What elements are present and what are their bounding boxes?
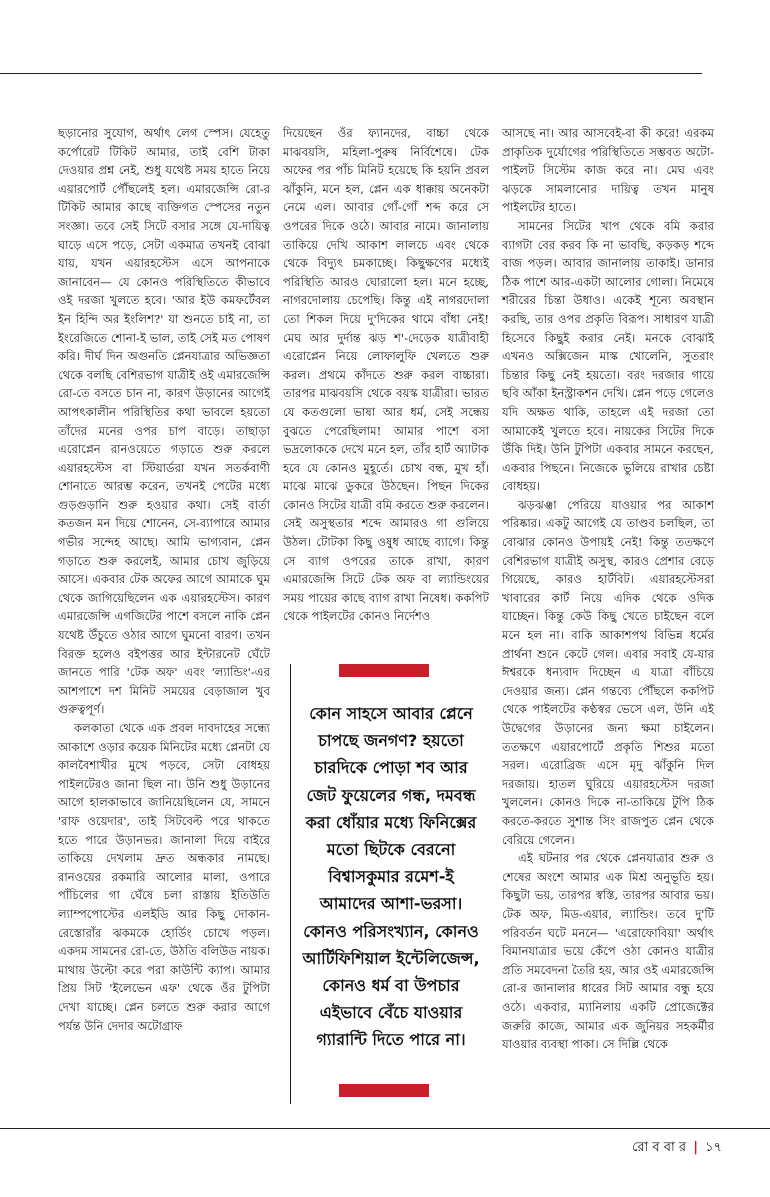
pull-quote-bottom-bar: [339, 1084, 429, 1097]
article-column-3: [502, 124, 714, 1054]
article-column-2: [283, 124, 489, 626]
article-paragraph: এই ঘটনার পর থেকে প্লেনযাত্রার শুরু ও শেষের অংশে আমার এক মিশ্র অনুভূতি হয়। কিছুটা ভয়, তারপর স্বস্তি, তারপর আবার ভয়। টেক অফ, মিড-এয়ার, ল্যান্ডিং। তবে দু'টি পরিবর্তন ঘটে মননে— 'এরোফোবিয়া' অর্থাৎ বিমানযাত্রার ভয়ে কেঁপে ওঠা কোনও যাত্রীর প্রতি সমবেদনা তৈরি হয়, আর ওই এমারজেন্সি রো-র জানালার ধারের সিট আমার বন্ধু হয়ে ওঠে। একবার, ম্যানিলায় একটি প্রোজেক্টের জরুরি কাজে, আমার এক জুনিয়র সহকর্মীর যাওয়ার ব্যবস্থা পাকা। সে দিল্লি থেকে: [502, 851, 714, 1052]
pull-quote: [290, 664, 481, 1104]
article-paragraph: ঝড়ঝঞ্ঝা পেরিয়ে যাওয়ার পর আকাশ পরিষ্কার। একটু আগেই যে তাণ্ডব চলছিল, তা বোঝার কোনও উপায়ই নেই! কিন্তু ততক্ষণে বেশিরভাগ যাত্রীই অসুস্থ, কারও প্রেশার বেড়ে গিয়েছে, কারও হার্টবিট। এয়ারহস্টেসরা খাবারের কার্ট নিয়ে এদিক থেকে ওদিক যাচ্ছেন। কিন্তু কেউ কিছু খেতে চাইছেন বলে মনে হল না। বাকি আকাশপথ বিভিন্ন ধর্মের প্রার্থনা শুনে কেটে গেল। এবার সবাই যে-যার ঈশ্বরকে ধন্যবাদ দিচ্ছেন এ যাত্রা বাঁচিয়ে দেওয়ার জন্য। প্লেন গন্তব্যে পৌঁছলে ককপিট থেকে পাইলটের কণ্ঠস্বর ভেসে এল, উনি এই উদ্বেগের উড়ানের জন্য ক্ষমা চাইলেন। ততক্ষণে এয়ারপোর্টে প্রকৃতি শিশুর মতো সরল। এরোব্রিজ এসে মৃদু ঝাঁকুনি দিল দরজায়। হাতল ঘুরিয়ে এয়ারহস্টেস দরজা খুললেন। কোনও দিকে না-তাকিয়ে টুপি ঠিক করতে-করতে সুশান্ত সিং রাজপুত প্লেন থেকে বেরিয়ে গেলেন।: [502, 497, 714, 847]
page-folio: [632, 1138, 722, 1159]
article-paragraph: সামনের সিটের খাপ থেকে বমি করার ব্যাগটা বের করব কি না ভাবছি, কড়কড় শব্দে বাজ পড়ল। আবার জানালায় তাকাই। ডানার ঠিক পাশে আর-একটা আলোর গোলা। নিমেষে শরীরের চিন্তা উধাও। একেই শূন্যে অবস্থান করছি, তার ওপর প্রকৃতি বিরূপ। সাধারণ যাত্রী হিসেবে কিছুই করার নেই। মনকে বোঝাই এখনও অক্সিজেন মাস্ক খোলেনি, সুতরাং চিন্তার কিছু নেই হয়তো। বরং দরজার গায়ে ছবি আঁকা ইনস্ট্রাকশন দেখি। প্লেন পড়ে গেলেও যদি অক্ষত থাকি, তাহলে এই দরজা তো আমাকেই খুলতে হবে। নায়কের সিটের দিকে উঁকি দিই। উনি টুপিটা একবার সামনে করছেন, একবার পিছনে। নিজেকে ভুলিয়ে রাখার চেষ্টা বোধহয়।: [502, 218, 714, 494]
folio-separator: |: [693, 1140, 698, 1155]
article-column-1: [58, 124, 270, 1035]
article-paragraph: কলকাতা থেকে এক প্রবল দাবদাহের সন্ধ্যে আকাশে ওড়ার কয়েক মিনিটের মধ্যে প্লেনটা যে কালবৈশাখীর মুখে পড়বে, সেটা বোধহয় পাইলটেরও জানা ছিল না। উনি শুধু উড়ানের আগে হালকাভাবে জানিয়েছিলেন যে, সামনে 'রাফ ওয়েদার', তাই সিটবেল্ট পরে থাকতে হতে পারে উড়ানভর। জানালা দিয়ে বাইরে তাকিয়ে দেখলাম দ্রুত অন্ধকার নামছে। রানওয়ের রকমারি আলোর মালা, ওপারে পাঁচিলের গা ঘেঁষে চলা রাস্তায় ইতিউতি ল্যাম্পপোস্টের এলইডি আর কিছু দোকান-রেস্তোরাঁর ঝকমকে হোর্ডিং চোখে পড়ল। একদম সামনের রো-তে, উঠতি বলিউড নায়ক। মাথায় উল্টো করে পরা কাউন্টি ক্যাপ। আমার প্রিয় সিট 'ইলেভেন এফ' থেকে ওঁর টুপিটা দেখা যাচ্ছে। প্লেন চলতে শুরু করার আগে পর্যন্ত উনি দেদার অটোগ্রাফ: [58, 721, 270, 1033]
bottom-rule: [0, 1128, 770, 1129]
article-paragraph: ছড়ানোর সুযোগ, অর্থাৎ লেগ স্পেস। যেহেতু কর্পোরেট টিকিট আমার, তাই বেশি টাকা দেওয়ার প্রশ্ন নেই, শুধু যথেষ্ট সময় হাতে নিয়ে এয়ারপোর্ট পৌঁছলেই হল। এমারজেন্সি রো-র টিকিট আমার কাছে ব্যক্তিগত স্পেসের নতুন সংজ্ঞা। তবে সেই সিটে বসার সঙ্গে যে-দায়িত্ব ঘাড়ে এসে পড়ে, সেটা একমাত্র তখনই বোঝা যায়, যখন এয়ারহস্টেস এসে আপনাকে জানাবেন— যে কোনও পরিস্থিতিতে কীভাবে ওই দরজা খুলতে হবে। 'আর ইউ কমফর্টেবল ইন হিন্দি অর ইংলিশ?' যা শুনতে চাই না, তা ইংরেজিতে শোনা-ই ভাল, তাই সেই মত পোষণ করি। দীর্ঘ দিন অগুনতি প্লেনযাত্রার অভিজ্ঞতা থেকে বলছি বেশিরভাগ যাত্রীই ওই এমারজেন্সি রো-তে বসতে চান না, কারণ উড়ানের আগেই আপৎকালীন পরিস্থিতির কথা ভাবলে হয়তো তাঁদের মনের ওপর চাপ বাড়ে। তাছাড়া এরোপ্লেন রানওয়েতে গড়াতে শুরু করলে এয়ারহস্টেস বা স্টিয়ার্ডরা যখন সতর্কবাণী শোনাতে আরম্ভ করেন, তখনই পেটের মধ্যে গুড়গুড়ানি শুরু হওয়ার কথা। সেই বার্তা কতজন মন দিয়ে শোনেন, সে-ব্যাপারে আমার গভীর সন্দেহ আছে। আমি ভাগ্যবান, প্লেন গড়াতে শুরু করলেই, আমার চোখ জুড়িয়ে আসে। একবার টেক অফের আগে আমাকে ঘুম থেকে জাগিয়েছিলেন এক এয়ারহস্টেস। কারণ এমারজেন্সি এগজিটের পাশে বসলে নাকি প্লেন যথেষ্ট উঁচুতে ওঠার আগে ঘুমনো বারণ। তখন বিরক্ত হলেও বইপত্তর আর ইন্টারনেট ঘেঁটে জানতে পারি 'টেক অফ' এবং 'ল্যান্ডিং'-এর আশপাশে দশ মিনিট সময়ের বেড়াজাল খুব গুরুত্বপূর্ণ।: [58, 126, 270, 717]
article-paragraph: আসছে না। আর আসবেই-বা কী করে! এরকম প্রাকৃতিক দুর্যোগের পরিস্থিতিতে সম্ভবত অটো-পাইলট সিস্টেম কাজ করে না। মেঘ এবং ঝড়কে সামলানোর দায়িত্ব তখন মানুষ পাইলটের হাতে।: [502, 126, 714, 215]
publication-name: রো ব বা র: [632, 1140, 687, 1155]
page-number: ১৭: [705, 1140, 722, 1155]
article-paragraph: দিয়েছেন ওঁর ফ্যানদের, বাচ্চা থেকে মাঝবয়সি, মহিলা-পুরুষ নির্বিশেষে। টেক অফের পর পাঁচ মিনিট হয়েছে কি হয়নি প্রবল ঝাঁকুনি, মনে হল, প্লেন এক ধাক্কায় অনেকটা নেমে এল। আবার গোঁ-গোঁ শব্দ করে সে ওপরের দিকে ওঠে। আবার নামে। জানালায় তাকিয়ে দেখি আকাশ লালচে এবং থেকে থেকে বিদ্যুৎ চমকাচ্ছে। কিছুক্ষণের মধ্যেই পরিস্থিতি আরও ঘোরালো হল। মনে হচ্ছে, নাগরদোলায় চেপেছি। কিন্তু এই নাগরদোলা তো শিকল দিয়ে দু'দিকের থামে বাঁধা নেই! মেঘ আর দুর্দান্ত ঝড় শ'-দেড়েক যাত্রীবাহী এরোপ্লেন নিয়ে লোফালুফি খেলতে শুরু করল। প্রথমে কাঁদতে শুরু করল বাচ্চারা। তারপর মাঝবয়সি থেকে বয়স্ক যাত্রীরা। ভারত যে কতগুলো ভাষা আর ধর্ম, সেই সন্ধেয় বুঝতে পেরেছিলাম! আমার পাশে বসা ভদ্রলোককে দেখে মনে হল, তাঁর হার্ট অ্যাটাক হবে যে কোনও মুহূর্তে। চোখ বন্ধ, মুখ হাঁ। মাঝে মাঝে ডুকরে উঠছেন। পিছন দিকের কোনও সিটের যাত্রী বমি করতে শুরু করলেন। সেই অসুস্থতার শব্দে আমারও গা গুলিয়ে উঠল। টোটকা কিছু ওষুধ আছে ব্যাগে। কিন্তু সে ব্যাগ ওপরের তাকে রাখা, কারণ এমারজেন্সি সিটে টেক অফ বা ল্যান্ডিংয়ের সময় পায়ের কাছে ব্যাগ রাখা নিষেধ। ককপিট থেকে পাইলটের কোনও নির্দেশও: [283, 126, 489, 624]
top-rule: [0, 73, 702, 74]
pull-quote-top-bar: [339, 664, 429, 677]
pull-quote-text: কোন সাহসে আবার প্লেনে চাপছে জনগণ? হয়তো চারদিকে পোড়া শব আর জেট ফুয়েলের গন্ধ, দমবন্ধ করা ধোঁয়ার মধ্যে ফিনিক্সের মতো ছিটকে বেরনো বিশ্বাসকুমার রমেশ-ই আমাদের আশা-ভরসা। কোনও পরিসংখ্যান, কোনও আর্টিফিশিয়াল ইন্টেলিজেন্স, কোনও ধর্ম বা উপচার এইভাবে বেঁচে যাওয়ার গ্যারান্টি দিতে পারে না।: [302, 704, 480, 1050]
